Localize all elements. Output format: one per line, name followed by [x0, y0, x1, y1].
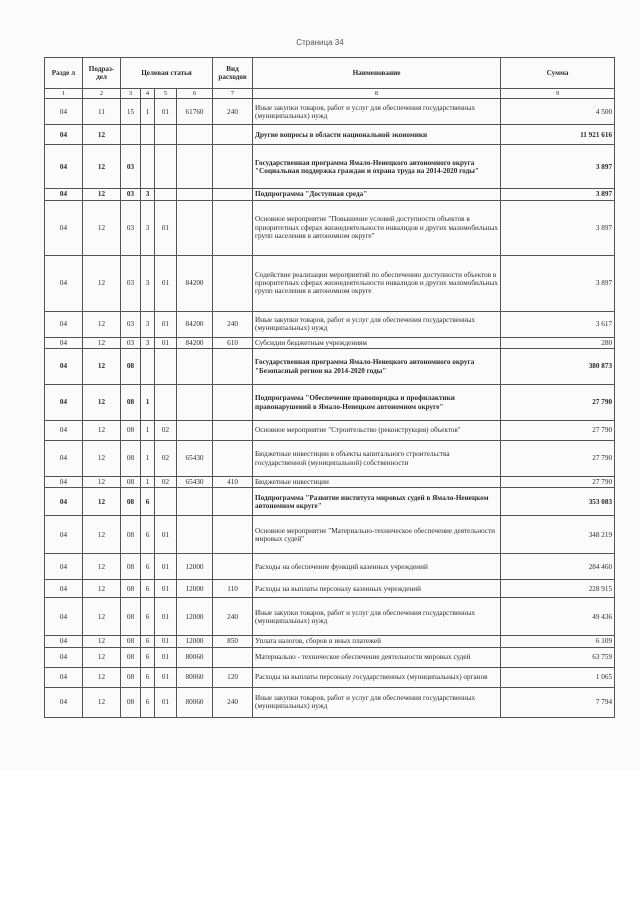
cell-program: 03 — [121, 200, 141, 255]
cell-program: 08 — [121, 421, 141, 441]
cell-program: 15 — [121, 99, 141, 125]
cell-program: 03 — [121, 255, 141, 311]
cell-program: 08 — [121, 580, 141, 598]
column-index: 9 — [501, 89, 615, 99]
cell-subprogram: 6 — [141, 647, 155, 667]
cell-subprogram: 6 — [141, 488, 155, 516]
cell-sum: 4 500 — [501, 99, 615, 125]
cell-subprogram: 3 — [141, 255, 155, 311]
cell-subsection: 12 — [83, 200, 121, 255]
column-index: 7 — [213, 89, 253, 99]
cell-program: 03 — [121, 337, 141, 348]
cell-sum: 6 109 — [501, 636, 615, 647]
cell-program: 03 — [121, 145, 141, 189]
cell-subprogram: 1 — [141, 385, 155, 421]
cell-direction: 84200 — [177, 311, 213, 337]
cell-measure: 01 — [155, 554, 177, 580]
cell-expense-type — [213, 189, 253, 200]
cell-subsection: 12 — [83, 687, 121, 717]
cell-expense-type — [213, 421, 253, 441]
cell-subsection: 12 — [83, 667, 121, 687]
cell-subprogram: 6 — [141, 554, 155, 580]
cell-expense-type — [213, 145, 253, 189]
cell-direction — [177, 488, 213, 516]
column-index: 1 — [45, 89, 83, 99]
cell-direction — [177, 385, 213, 421]
cell-measure — [155, 125, 177, 145]
cell-section: 04 — [45, 554, 83, 580]
cell-subprogram: 1 — [141, 421, 155, 441]
cell-program: 03 — [121, 311, 141, 337]
table-row — [45, 349, 615, 385]
cell-name: Иные закупки товаров, работ и услуг для обеспечения государственных (муниципальных) нужд — [253, 687, 501, 717]
cell-program: 08 — [121, 516, 141, 554]
cell-subsection: 12 — [83, 636, 121, 647]
cell-sum: 27 790 — [501, 385, 615, 421]
cell-expense-type — [213, 385, 253, 421]
cell-expense-type: 850 — [213, 636, 253, 647]
cell-measure: 01 — [155, 337, 177, 348]
cell-direction: 80060 — [177, 667, 213, 687]
table-row — [45, 385, 615, 421]
table-row — [45, 667, 615, 687]
cell-sum: 353 083 — [501, 488, 615, 516]
column-index: 6 — [177, 89, 213, 99]
cell-direction: 12000 — [177, 580, 213, 598]
cell-name: Материально - техническое обеспечение деятельности мировых судей — [253, 647, 501, 667]
cell-name: Государственная программа Ямало-Ненецкого автономного округа "Безопасный регион на 2014-2020 годы" — [253, 349, 501, 385]
cell-section: 04 — [45, 636, 83, 647]
cell-subsection: 12 — [83, 647, 121, 667]
cell-subsection: 12 — [83, 385, 121, 421]
header-name: Наименование — [253, 58, 501, 89]
cell-program: 08 — [121, 441, 141, 477]
cell-subprogram: 6 — [141, 667, 155, 687]
cell-section: 04 — [45, 385, 83, 421]
cell-subsection: 12 — [83, 421, 121, 441]
table-header-row — [45, 58, 615, 89]
header-expense-type: Вид расходов — [213, 58, 253, 89]
table-row — [45, 477, 615, 488]
cell-section: 04 — [45, 598, 83, 636]
table-row — [45, 99, 615, 125]
table-row — [45, 441, 615, 477]
cell-name: Расходы на обеспечение функций казенных учреждений — [253, 554, 501, 580]
cell-section: 04 — [45, 145, 83, 189]
cell-sum: 380 873 — [501, 349, 615, 385]
cell-measure — [155, 349, 177, 385]
cell-section: 04 — [45, 580, 83, 598]
cell-expense-type — [213, 441, 253, 477]
cell-measure: 02 — [155, 441, 177, 477]
cell-expense-type: 410 — [213, 477, 253, 488]
header-sum: Сумма — [501, 58, 615, 89]
cell-expense-type: 240 — [213, 687, 253, 717]
cell-subprogram — [141, 145, 155, 189]
cell-measure: 01 — [155, 636, 177, 647]
cell-section: 04 — [45, 200, 83, 255]
cell-name: Иные закупки товаров, работ и услуг для обеспечения государственных (муниципальных) нужд — [253, 311, 501, 337]
cell-section: 04 — [45, 99, 83, 125]
cell-name: Расходы на выплаты персоналу государственных (муниципальных) органов — [253, 667, 501, 687]
cell-direction: 80060 — [177, 687, 213, 717]
table-row — [45, 255, 615, 311]
cell-expense-type — [213, 488, 253, 516]
table-row — [45, 647, 615, 667]
cell-direction — [177, 349, 213, 385]
cell-subsection: 12 — [83, 441, 121, 477]
cell-subprogram: 3 — [141, 189, 155, 200]
cell-name: Бюджетные инвестиции — [253, 477, 501, 488]
column-index-row — [45, 89, 615, 99]
cell-name: Уплата налогов, сборов и иных платежей — [253, 636, 501, 647]
cell-section: 04 — [45, 667, 83, 687]
cell-direction — [177, 516, 213, 554]
cell-program: 08 — [121, 477, 141, 488]
cell-expense-type: 610 — [213, 337, 253, 348]
cell-sum: 3 897 — [501, 200, 615, 255]
cell-subsection: 12 — [83, 477, 121, 488]
header-target-article: Целевая статья — [121, 58, 213, 89]
cell-name: Государственная программа Ямало-Ненецкого автономного округа "Социальная поддержка граждан и охрана труда на 2014-2020 годы" — [253, 145, 501, 189]
cell-section: 04 — [45, 125, 83, 145]
cell-program — [121, 125, 141, 145]
cell-program: 08 — [121, 385, 141, 421]
cell-subprogram: 3 — [141, 200, 155, 255]
cell-subprogram: 3 — [141, 311, 155, 337]
cell-measure — [155, 145, 177, 189]
cell-sum: 3 897 — [501, 145, 615, 189]
header-section: Разде л — [45, 58, 83, 89]
table-row — [45, 636, 615, 647]
cell-program: 08 — [121, 667, 141, 687]
cell-sum: 280 — [501, 337, 615, 348]
column-index: 5 — [155, 89, 177, 99]
table-row — [45, 488, 615, 516]
cell-sum: 63 759 — [501, 647, 615, 667]
cell-expense-type — [213, 516, 253, 554]
table-row — [45, 598, 615, 636]
cell-name: Содействие реализации мероприятий по обеспечению доступности объектов в приоритетных сферах жизнедеятельности инвалидов и других маломобильных групп населения в автономном округе — [253, 255, 501, 311]
page-number: Страница 34 — [296, 38, 344, 47]
cell-direction: 12000 — [177, 598, 213, 636]
cell-subprogram — [141, 125, 155, 145]
table-row — [45, 200, 615, 255]
cell-expense-type — [213, 554, 253, 580]
cell-section: 04 — [45, 337, 83, 348]
cell-program: 08 — [121, 554, 141, 580]
cell-measure: 02 — [155, 477, 177, 488]
cell-expense-type — [213, 200, 253, 255]
cell-subprogram: 6 — [141, 580, 155, 598]
cell-subsection: 12 — [83, 554, 121, 580]
cell-expense-type: 240 — [213, 311, 253, 337]
cell-sum: 7 794 — [501, 687, 615, 717]
cell-measure: 01 — [155, 598, 177, 636]
table-row — [45, 337, 615, 348]
cell-subsection: 12 — [83, 189, 121, 200]
cell-direction — [177, 200, 213, 255]
cell-sum: 3 897 — [501, 255, 615, 311]
cell-subprogram: 3 — [141, 337, 155, 348]
cell-expense-type — [213, 349, 253, 385]
cell-expense-type: 120 — [213, 667, 253, 687]
cell-name: Бюджетные инвестиции в объекты капитального строительства государственной (муниципальной) собственности — [253, 441, 501, 477]
cell-sum: 27 790 — [501, 441, 615, 477]
cell-direction: 65430 — [177, 477, 213, 488]
cell-name: Подпрограмма "Развитие института мировых судей в Ямало-Ненецком автономном округе" — [253, 488, 501, 516]
table-row — [45, 580, 615, 598]
table-row — [45, 687, 615, 717]
header-subsection: Подраз- дел — [83, 58, 121, 89]
cell-subprogram: 1 — [141, 99, 155, 125]
cell-subprogram — [141, 349, 155, 385]
cell-measure: 01 — [155, 311, 177, 337]
cell-section: 04 — [45, 441, 83, 477]
cell-subsection: 12 — [83, 255, 121, 311]
table-row — [45, 311, 615, 337]
cell-measure: 01 — [155, 255, 177, 311]
cell-subsection: 12 — [83, 311, 121, 337]
cell-name: Другие вопросы в области национальной экономики — [253, 125, 501, 145]
cell-expense-type — [213, 647, 253, 667]
cell-section: 04 — [45, 349, 83, 385]
table-row — [45, 554, 615, 580]
cell-subprogram: 6 — [141, 516, 155, 554]
cell-direction: 12000 — [177, 554, 213, 580]
table-row — [45, 125, 615, 145]
table-body — [45, 99, 615, 717]
cell-sum: 27 790 — [501, 421, 615, 441]
cell-direction: 65430 — [177, 441, 213, 477]
column-index: 8 — [253, 89, 501, 99]
cell-subprogram: 1 — [141, 477, 155, 488]
cell-sum: 3 617 — [501, 311, 615, 337]
cell-expense-type: 240 — [213, 598, 253, 636]
cell-name: Основное мероприятие "Строительство (реконструкция) объектов" — [253, 421, 501, 441]
cell-subprogram: 6 — [141, 687, 155, 717]
cell-direction: 12000 — [177, 636, 213, 647]
cell-direction — [177, 145, 213, 189]
cell-sum: 1 065 — [501, 667, 615, 687]
table-row — [45, 145, 615, 189]
cell-section: 04 — [45, 311, 83, 337]
table-row — [45, 421, 615, 441]
cell-name: Основное мероприятие "Материально-техническое обеспечение деятельности мировых судей" — [253, 516, 501, 554]
cell-name: Расходы на выплаты персоналу казенных учреждений — [253, 580, 501, 598]
cell-name: Подпрограмма "Обеспечение правопорядка и профилактики правонарушений в Ямало-Ненецком автономном округе" — [253, 385, 501, 421]
cell-sum: 3 897 — [501, 189, 615, 200]
cell-direction — [177, 189, 213, 200]
cell-sum: 49 436 — [501, 598, 615, 636]
cell-name: Подпрограмма "Доступная среда" — [253, 189, 501, 200]
cell-expense-type: 240 — [213, 99, 253, 125]
cell-subprogram: 6 — [141, 598, 155, 636]
cell-expense-type: 110 — [213, 580, 253, 598]
cell-direction — [177, 125, 213, 145]
cell-sum: 348 219 — [501, 516, 615, 554]
cell-subsection: 12 — [83, 488, 121, 516]
cell-section: 04 — [45, 477, 83, 488]
cell-program: 08 — [121, 636, 141, 647]
cell-sum: 284 460 — [501, 554, 615, 580]
cell-expense-type — [213, 255, 253, 311]
cell-section: 04 — [45, 488, 83, 516]
cell-sum: 228 915 — [501, 580, 615, 598]
cell-measure: 02 — [155, 421, 177, 441]
table-row — [45, 516, 615, 554]
cell-section: 04 — [45, 189, 83, 200]
cell-sum: 11 921 616 — [501, 125, 615, 145]
cell-direction: 80060 — [177, 647, 213, 667]
cell-measure: 01 — [155, 647, 177, 667]
cell-program: 08 — [121, 647, 141, 667]
cell-subsection: 12 — [83, 145, 121, 189]
cell-section: 04 — [45, 255, 83, 311]
cell-name: Основное мероприятие "Повышение условий доступности объектов в приоритетных сферах жизнедеятельности инвалидов и других маломобильных групп населения в автономном округе" — [253, 200, 501, 255]
cell-program: 08 — [121, 598, 141, 636]
cell-section: 04 — [45, 421, 83, 441]
column-index: 4 — [141, 89, 155, 99]
cell-measure — [155, 385, 177, 421]
cell-measure: 01 — [155, 516, 177, 554]
cell-section: 04 — [45, 647, 83, 667]
cell-section: 04 — [45, 516, 83, 554]
cell-subsection: 11 — [83, 99, 121, 125]
cell-measure: 01 — [155, 687, 177, 717]
cell-measure: 01 — [155, 200, 177, 255]
cell-program: 08 — [121, 687, 141, 717]
cell-section: 04 — [45, 687, 83, 717]
cell-name: Иные закупки товаров, работ и услуг для обеспечения государственных (муниципальных) нужд — [253, 99, 501, 125]
cell-subprogram: 1 — [141, 441, 155, 477]
cell-program: 03 — [121, 189, 141, 200]
cell-measure: 01 — [155, 99, 177, 125]
cell-measure — [155, 488, 177, 516]
cell-direction: 84200 — [177, 337, 213, 348]
cell-subsection: 12 — [83, 580, 121, 598]
cell-expense-type — [213, 125, 253, 145]
cell-name: Иные закупки товаров, работ и услуг для обеспечения государственных (муниципальных) нужд — [253, 598, 501, 636]
cell-subsection: 12 — [83, 598, 121, 636]
cell-measure: 01 — [155, 667, 177, 687]
cell-program: 08 — [121, 349, 141, 385]
budget-table — [44, 57, 615, 718]
cell-subsection: 12 — [83, 349, 121, 385]
cell-program: 08 — [121, 488, 141, 516]
table-row — [45, 189, 615, 200]
cell-measure: 01 — [155, 580, 177, 598]
cell-name: Субсидии бюджетным учреждениям — [253, 337, 501, 348]
cell-subsection: 12 — [83, 125, 121, 145]
cell-subsection: 12 — [83, 337, 121, 348]
cell-direction: 84200 — [177, 255, 213, 311]
cell-subsection: 12 — [83, 516, 121, 554]
cell-direction — [177, 421, 213, 441]
column-index: 3 — [121, 89, 141, 99]
cell-sum: 27 790 — [501, 477, 615, 488]
cell-direction: 61760 — [177, 99, 213, 125]
cell-subprogram: 6 — [141, 636, 155, 647]
column-index: 2 — [83, 89, 121, 99]
cell-measure — [155, 189, 177, 200]
